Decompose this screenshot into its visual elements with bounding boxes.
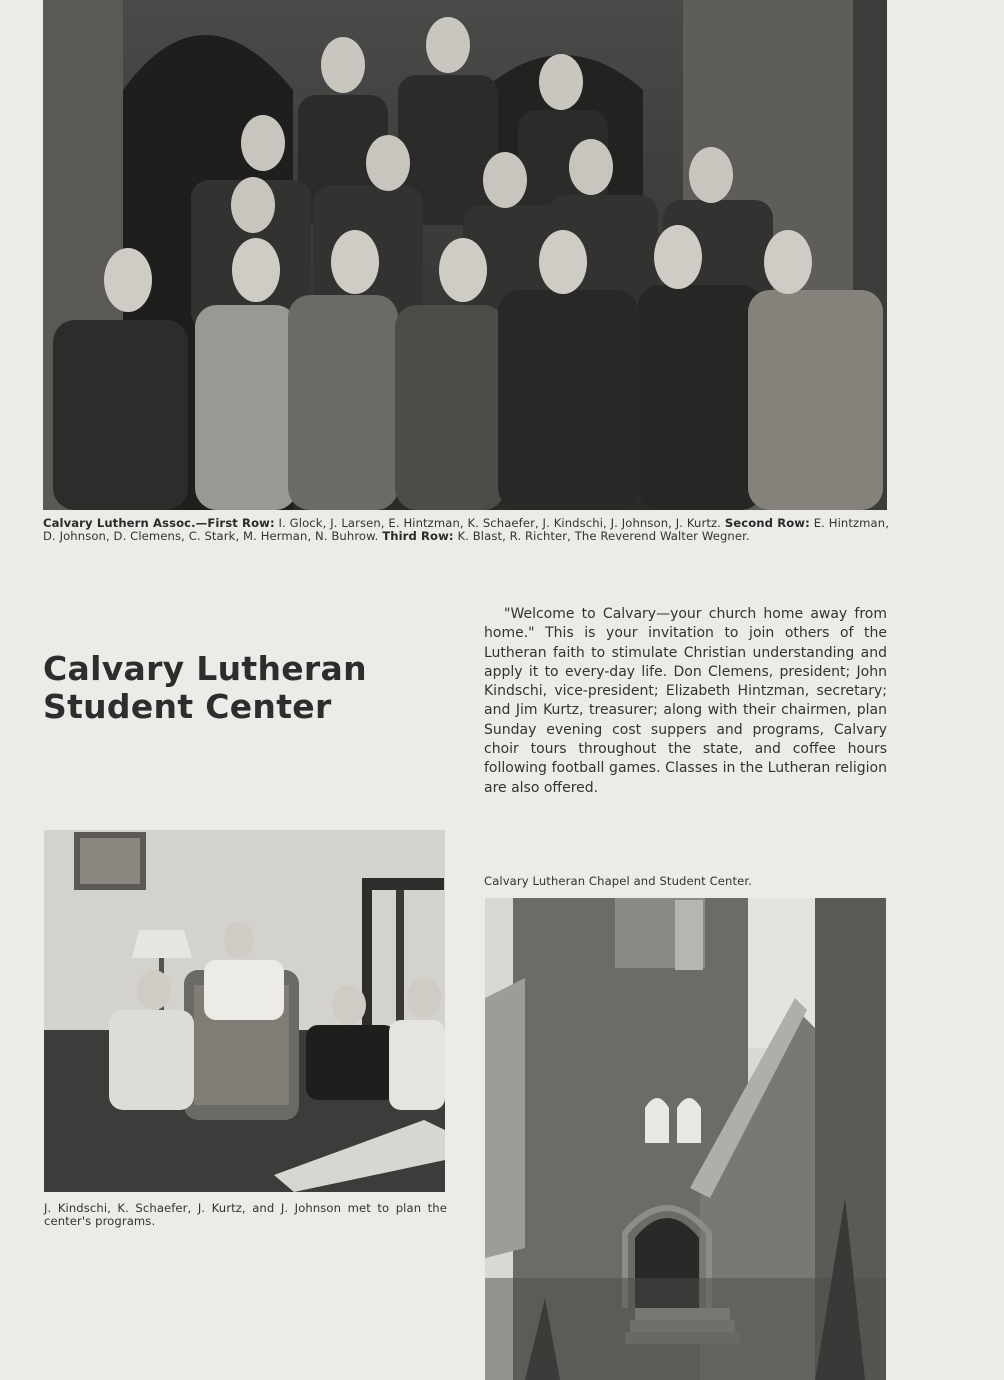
group-photo <box>43 0 887 510</box>
page-title-line-2: Student Center <box>43 687 332 726</box>
second-row-label: Second Row: <box>724 516 810 530</box>
meeting-photo-caption: J. Kindschi, K. Schaefer, J. Kurtz, and J. Johnson met to plan the center's programs. <box>44 1201 447 1228</box>
group-photo-caption <box>43 517 889 542</box>
chapel-photo-caption: Calvary Lutheran Chapel and Student Center. <box>484 874 752 888</box>
third-row-names: K. Blast, R. Richter, The Reverend Walter Wegner. <box>457 528 750 543</box>
group-photo-image <box>43 0 887 510</box>
caption-title: Calvary Luthern Assoc.— <box>43 516 208 530</box>
third-row-label: Third Row: <box>382 528 454 543</box>
meeting-photo <box>44 830 445 1192</box>
chapel-photo-image <box>485 898 886 1380</box>
page-title-line-1: Calvary Lutheran <box>43 649 367 688</box>
first-row-label: First Row: <box>207 516 275 530</box>
first-row-names: I. Glock, J. Larsen, E. Hintzman, K. Schaefer, J. Kindschi, J. Johnson, J. Kurtz. <box>278 516 721 530</box>
second-row-names: E. Hintzman, D. Johnson, D. Clemens, C. Stark, M. Herman, N. Buhrow. <box>43 516 889 543</box>
meeting-photo-image <box>44 830 445 1192</box>
chapel-photo <box>485 898 886 1380</box>
page-title <box>43 650 463 726</box>
article-body: "Welcome to Calvary—your church home away from home." This is your invitation to join others of the Lutheran faith to stimulate Christian understanding and apply it to every-day life. Don Clemens, president; John Kindschi, vice-president; Elizabeth Hintzman, secretary; and Jim Kurtz, treasurer; along with their chairmen, plan Sunday evening cost suppers and programs, Calvary choir tours throughout the state, and coffee hours following football games. Classes in the Lutheran religion are also offered. <box>484 606 887 796</box>
